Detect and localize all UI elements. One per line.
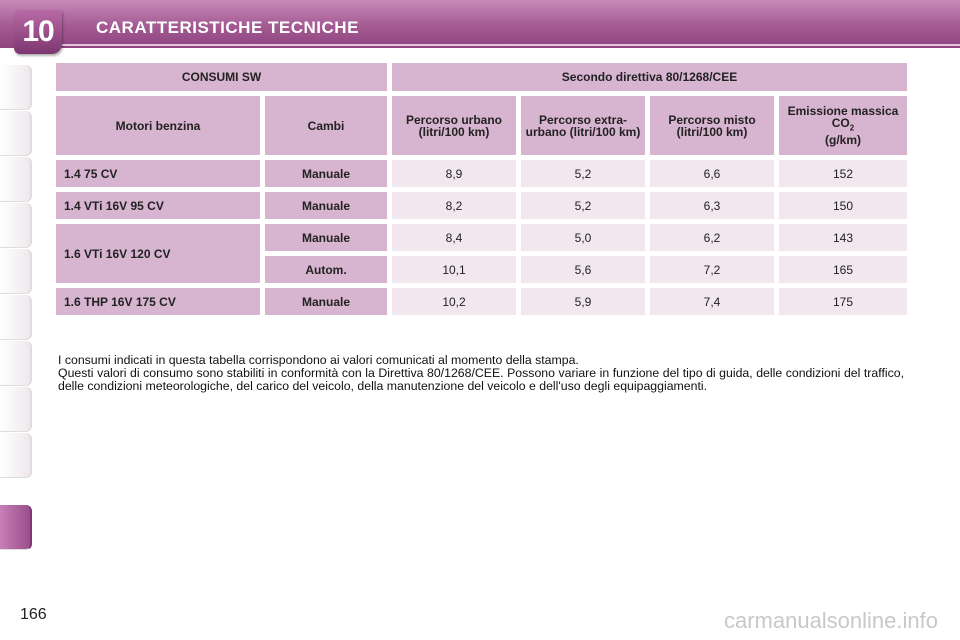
extra-urban-cell: 5,0 <box>521 224 645 251</box>
urban-cell: 10,1 <box>392 256 516 283</box>
side-tab-8[interactable] <box>0 387 32 432</box>
engine-cell: 1.6 VTi 16V 120 CV <box>56 224 260 283</box>
side-tab-9[interactable] <box>0 433 32 478</box>
side-tab-10-active[interactable] <box>0 505 32 550</box>
co2-cell: 143 <box>779 224 907 251</box>
extra-urban-cell: 5,9 <box>521 288 645 315</box>
header-divider <box>60 44 960 46</box>
column-header-engine: Motori benzina <box>56 96 260 155</box>
engine-cell: 1.4 VTi 16V 95 CV <box>56 192 260 219</box>
mixed-cell: 6,2 <box>650 224 774 251</box>
group-header-consumption: CONSUMI SW <box>56 63 387 91</box>
mixed-cell: 7,4 <box>650 288 774 315</box>
table-row <box>56 288 907 315</box>
side-tab-4[interactable] <box>0 203 32 248</box>
gearbox-cell: Manuale <box>265 160 387 187</box>
notes-line-2: Questi valori di consumo sono stabiliti in conformità con la Direttiva 80/1268/CEE. Possono variare in funzione del tipo di guida, delle condizioni del traffico, delle condizioni meteorologiche, del carico del veicolo, della manutenzione del veicolo e dell'uso degli equipaggiamenti. <box>58 366 904 393</box>
urban-cell: 10,2 <box>392 288 516 315</box>
side-tab-1[interactable] <box>0 65 32 110</box>
urban-cell: 8,9 <box>392 160 516 187</box>
column-header-urban: Percorso urbano (litri/100 km) <box>392 96 516 155</box>
extra-urban-cell: 5,2 <box>521 160 645 187</box>
side-tab-5[interactable] <box>0 249 32 294</box>
mixed-cell: 6,3 <box>650 192 774 219</box>
extra-urban-cell: 5,6 <box>521 256 645 283</box>
table-row <box>56 224 907 251</box>
consumption-notes <box>58 354 904 393</box>
table-row <box>56 160 907 187</box>
side-tab-3[interactable] <box>0 157 32 202</box>
column-header-gearbox: Cambi <box>265 96 387 155</box>
gearbox-cell: Autom. <box>265 256 387 283</box>
side-tab-6[interactable] <box>0 295 32 340</box>
gearbox-cell: Manuale <box>265 224 387 251</box>
mixed-cell: 7,2 <box>650 256 774 283</box>
gearbox-cell: Manuale <box>265 288 387 315</box>
co2-cell: 150 <box>779 192 907 219</box>
urban-cell: 8,4 <box>392 224 516 251</box>
site-watermark: carmanualsonline.info <box>723 608 938 633</box>
co2-cell: 152 <box>779 160 907 187</box>
urban-cell: 8,2 <box>392 192 516 219</box>
co2-cell: 175 <box>779 288 907 315</box>
engine-cell: 1.6 THP 16V 175 CV <box>56 288 260 315</box>
group-header-directive: Secondo direttiva 80/1268/CEE <box>392 63 907 91</box>
column-header-mixed: Percorso misto (litri/100 km) <box>650 96 774 155</box>
chapter-title: CARATTERISTICHE TECNICHE <box>96 18 359 37</box>
gearbox-cell: Manuale <box>265 192 387 219</box>
side-tab-7[interactable] <box>0 341 32 386</box>
chapter-number-badge: 10 <box>14 10 62 54</box>
chapter-side-tabs <box>0 65 34 577</box>
column-header-co2 <box>779 96 907 155</box>
co2-cell: 165 <box>779 256 907 283</box>
column-header-extra-urban: Percorso extra-urbano (litri/100 km) <box>521 96 645 155</box>
consumption-table <box>51 58 912 320</box>
co2-subscript: 2 <box>849 123 855 133</box>
co2-label: Emissione massica CO <box>787 103 899 130</box>
table-row <box>56 192 907 219</box>
page-number: 166 <box>20 606 47 623</box>
co2-unit: (g/km) <box>825 133 861 148</box>
side-tab-2[interactable] <box>0 111 32 156</box>
extra-urban-cell: 5,2 <box>521 192 645 219</box>
engine-cell: 1.4 75 CV <box>56 160 260 187</box>
mixed-cell: 6,6 <box>650 160 774 187</box>
notes-line-1: I consumi indicati in questa tabella corrispondono ai valori comunicati al momento della stampa. <box>58 353 579 367</box>
